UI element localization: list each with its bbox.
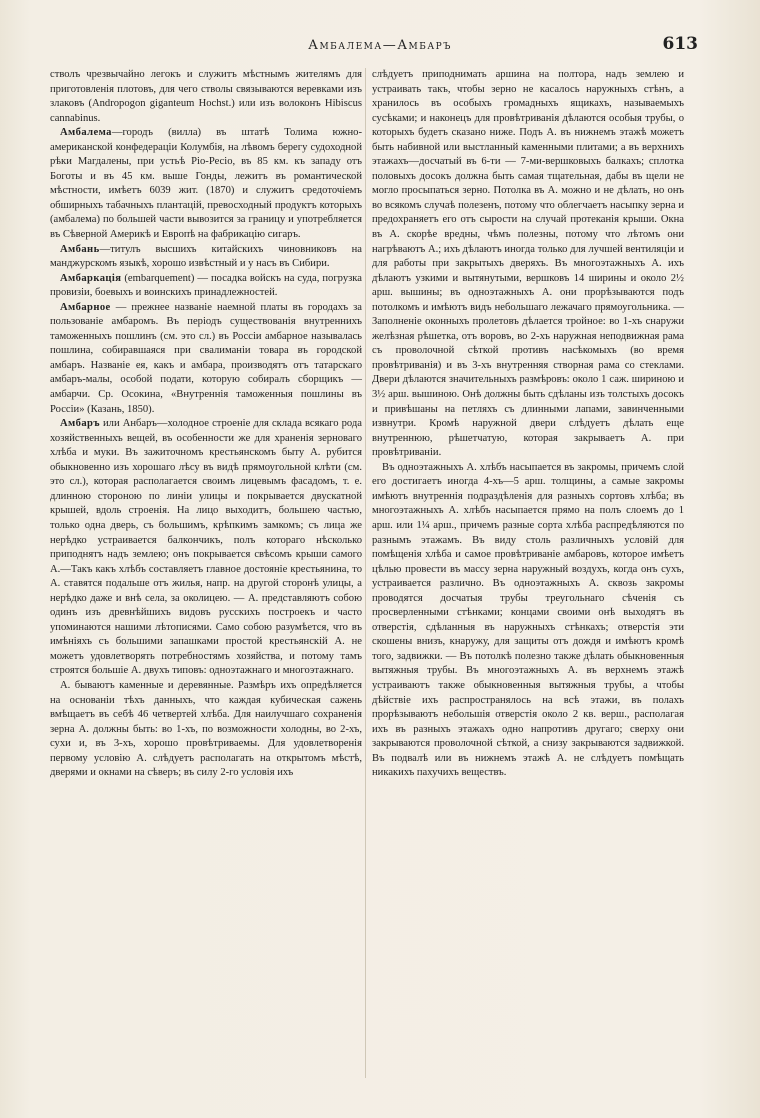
entry-text: —городъ (вилла) въ штатѣ Толима южно-американской конфедераціи Колумбія, на лѣвомъ берегу судоходной рѣки Магдалены, при устьѣ Ріо-Ресіо, въ 85 км. къ западу отъ Боготы и въ 45 км. выше Гонды, лежитъ въ романтической мѣстности, имѣетъ 6039 жит. (1870) и служитъ средоточіемъ обширныхъ табачныхъ плантацій, превосходный продуктъ которыхъ (амбалема) по большей части вывозится за границу и употребляется въ Сѣверной Америкѣ и Европѣ на фабрикацію сигаръ. — [50, 127, 362, 241]
left-column — [50, 68, 362, 781]
entry-paragraph — [50, 243, 362, 272]
entry-text: — прежнее названіе наемной платы въ городахъ за пользованіе амбаромъ. Въ періодъ существованія внутреннихъ таможенныхъ пошлинъ (см. это сл.) въ Россіи амбарное называлась пошлина, собиравшаяся при свалиманіи товара въ городской амбаръ. Названіе ея, какъ и амбара, производятъ отъ татарскаго амбаръ-малы, особой подати, которую собиралъ сборщикъ — амбарчи. Ср. Осокина, «Внутреннія таможенныя пошлины въ Россіи» (Казань, 1850). — [50, 301, 362, 415]
entry-paragraph — [50, 679, 362, 781]
entry-paragraph — [50, 126, 362, 242]
right-column — [372, 68, 684, 781]
entry-headword: Амбаръ — [60, 418, 100, 430]
column-divider — [365, 68, 366, 1078]
entry-text: или Анбаръ—холодное строеніе для склада всякаго рода хозяйственныхъ вещей, въ особенности же для храненія зерноваго хлѣба и муки. Въ зажиточномъ крестьянскомъ быту А. рубится обыкновенно изъ хорошаго лѣсу въ видѣ прямоугольной клѣти (см. это сл.), которая располагается своимъ лицевымъ фасадомъ, т. е. длинною стороною по линіи улицы и покрывается двускатной крышей, вдоль строенія. На лицо выходитъ, большею частью, только одна дверь, съ большимъ, крѣпкимъ замкомъ; съ лица же нерѣдко устраивается балкончикъ, полъ котораго нѣсколько приподнятъ надъ землею; онъ покрывается свѣсомъ крыши самого А.—Такъ какъ хлѣбъ составляетъ главное достояніе крестьянина, то А. ставятся подальше отъ жилья, напр. на другой сторонѣ улицы, а нерѣдко даже и внѣ села, за околицею. — А. представляютъ собою одинъ изъ древнѣйшихъ видовъ русскихъ построекъ и часто упоминаются нашими лѣтописями. Само собою разумѣется, что въ имѣніяхъ съ большими запашками простой крестьянскій А. не можетъ удовлетворять потребностямъ хозяйства, и потому тамъ строятся большіе А. двухъ типовъ: одноэтажнаго и многоэтажнаго. — [50, 418, 362, 677]
header-title: Амбалема—Амбаръ — [308, 38, 452, 53]
entry-paragraph — [372, 68, 684, 461]
entry-headword: Амбаркація — [60, 272, 122, 284]
entry-text: —титулъ высшихъ китайскихъ чиновниковъ на манджурскомъ языкѣ, хорошо извѣстный и у насъ въ Сибири. — [50, 243, 362, 270]
entry-paragraph — [50, 272, 362, 301]
entry-headword: Амбань — [60, 243, 100, 255]
entry-text: стволъ чрезвычайно легокъ и служитъ мѣстнымъ жителямъ для приготовленія плотовъ, для чего стволы связываются веревками изъ злаковъ (Andropogon giganteum Hochst.) или изъ волоконъ Hibiscus cannabinus. — [50, 69, 362, 124]
running-header — [30, 34, 730, 62]
page-number: 613 — [662, 34, 698, 54]
entry-text: А. бываютъ каменные и деревянные. Размѣръ ихъ опредѣляется на основаніи тѣхъ данныхъ, что каждая кубическая сажень вмѣщаетъ въ себѣ 46 четвертей хлѣба. Для наилучшаго сохраненія зерна А. должны быть: во 1-хъ, по возможности холодны, во 2-хъ, сухи и, въ 3-хъ, хорошо провѣтриваемы. Для удовлетворенія первому условію А. слѣдуетъ располагать на открытомъ мѣстѣ, дверями и окнами на сѣверъ; въ силу 2-го условія ихъ — [50, 679, 362, 779]
entry-text: (embarquement) — посадка войскъ на суда, погрузка провизіи, боевыхъ и воинскихъ принадлежностей. — [50, 272, 362, 299]
entry-paragraph — [50, 417, 362, 679]
entry-paragraph — [372, 461, 684, 781]
entry-text: слѣдуетъ приподнимать аршина на полтора, надъ землею и устраивать такъ, чтобы зерно не касалось наружныхъ стѣнъ, а хранилось въ особыхъ громадныхъ ящикахъ, называемыхъ сусѣками; и наконецъ для провѣтриванія дѣлаются особыя трубы, о которыхъ будетъ сказано ниже. Подъ А. въ нижнемъ этажѣ можетъ быть набивной или выстланный каменными плитами; а въ верхнихъ этажахъ—досчатый въ 6-ти — 7-ми-вершковыхъ балкахъ; сплотка половыхъ досокъ должна быть самая тщательная, дабы въ щели не могло просыпаться зерно. Потолка въ А. можно и не дѣлать, но онъ во всякомъ случаѣ полезенъ, потому что облегчаетъ насыпку зерна и предохраняетъ его отъ сырости на случай протеканія крыши. Окна въ А. скорѣе вредны, чѣмъ полезны, потому что лѣтомъ они нагрѣваютъ А.; ихъ дѣлаютъ иногда только для лучшей вентиляціи и для работы при закрытыхъ дверяхъ. Въ многоэтажныхъ А. ихъ дѣлаютъ узкими и вытянутыми, вершковъ 14 ширины и около 2½ арш. вышины; въ одноэтажныхъ А. они прорѣзываются подъ потолкомъ и имѣютъ видъ небольшаго лежачаго прямоугольника. — Заполненіе оконныхъ пролетовъ дѣлается тройное: во 1-хъ снаружи желѣзная рѣшетка, отъ воровъ, во 2-хъ наружная неподвижная рама съ проволочной сѣткой противъ насѣкомыхъ (во время провѣтриванія) и въ 3-хъ внутренняя створная рама со стеклами. Двери дѣлаются значительныхъ размѣровъ: около 1 саж. шириною и 3½ арш. вышиною. Онѣ должны быть сдѣланы изъ толстыхъ досокъ и привѣшаны на петляхъ съ длинными лапами, завинченными извнутри. Кромѣ наружной двери слѣдуетъ дѣлать еще внутреннюю, рѣшетчатую, которая закрываетъ А. при провѣтриваніи. — [372, 69, 684, 459]
entry-paragraph — [50, 301, 362, 417]
entry-paragraph — [50, 68, 362, 126]
entry-text: Въ одноэтажныхъ А. хлѣбъ насыпается въ закромы, причемъ слой его достигаетъ иногда 4-хъ—5 арш. толщины, а самые закромы имѣютъ внутреннія подраздѣленія для разныхъ сортовъ хлѣба; въ многоэтажныхъ А. хлѣбъ насыпается прямо на полъ слоемъ до 1 арш. или 1¼ арш., причемъ разные сорта хлѣба распредѣляются по разнымъ этажамъ. Въ виду столь различныхъ условій для помѣщенія хлѣба и самое провѣтриваніе амбаровъ, которое имѣетъ цѣлью провести въ массу зерна наружный воздухъ, когда онъ сухъ, устраивается различно. Въ одноэтажныхъ А. сквозь закромы проводятся досчатыя трубы треугольнаго сѣченія съ просверленными стѣнками; концами своими онѣ выходятъ въ отверстія, сдѣланныя въ наружныхъ стѣнкахъ; отверстія эти скошены внизъ, кнаружу, для защиты отъ дождя и имѣютъ кромѣ того, задвижки. — Въ потолкѣ полезно также дѣлать обыкновенныя вытяжныя трубы. Въ многоэтажныхъ А. въ верхнемъ этажѣ устраиваютъ также обыкновенныя вытяжныя трубы, а чтобы дѣйствіе ихъ распространялось на всѣ этажи, въ полахъ прорѣзываютъ небольшія отверстія около 2 кв. верш., располагая ихъ въ разныхъ этажахъ одно напротивъ другаго; сверху они закрываются проволочной сѣткой, а снизу закрываются задвижкой. Въ подвалѣ или въ нижнемъ этажѣ А. не слѣдуетъ помѣщать никакихъ пахучихъ веществъ. — [372, 461, 684, 779]
entry-headword: Амбарное — [60, 301, 111, 313]
entry-headword: Амбалема — [60, 127, 112, 139]
